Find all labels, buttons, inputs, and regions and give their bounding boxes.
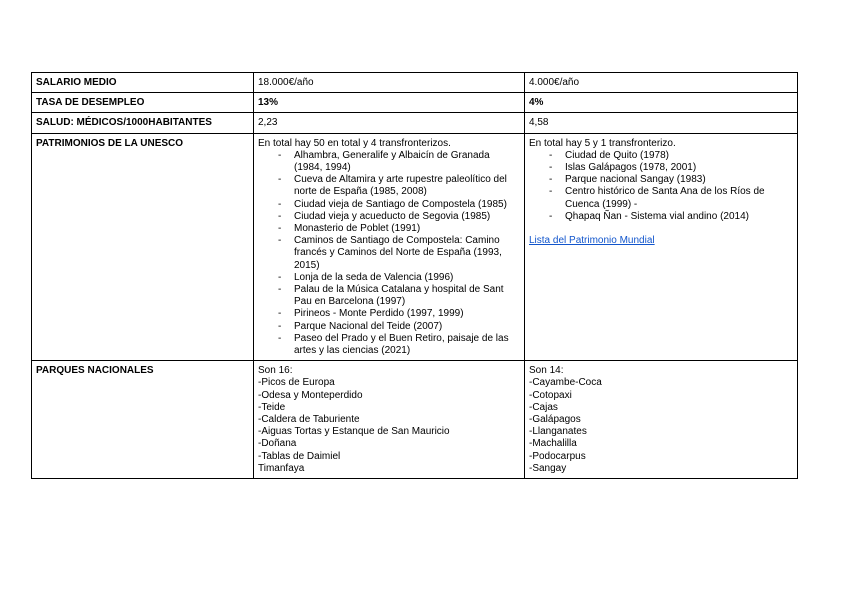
cell-intro: En total hay 50 en total y 4 transfronterizos. <box>258 137 451 149</box>
cell-ecuador <box>525 133 798 361</box>
list-item: -Machalilla <box>529 438 577 450</box>
list-item: - Ciudad de Quito (1978) <box>565 150 793 162</box>
list-item: -Llanganates <box>529 426 587 438</box>
list-item: -Doñana <box>258 438 297 450</box>
list-item: - Islas Galápagos (1978, 2001) <box>565 162 793 174</box>
cell-spain: 18.000€/año <box>254 73 525 93</box>
list-item: -Picos de Europa <box>258 377 335 389</box>
list-item: - Centro histórico de Santa Ana de los Ríos de Cuenca (1999) - <box>565 186 793 210</box>
table-row <box>32 93 798 113</box>
list-item: - Paseo del Prado y el Buen Retiro, paisaje de las artes y las ciencias (2021) <box>294 333 520 357</box>
world-heritage-link[interactable]: Lista del Patrimonio Mundial <box>529 235 655 247</box>
heritage-list-ecuador <box>529 150 793 223</box>
cell-ecuador: 4% <box>525 93 798 113</box>
list-item: - Ciudad vieja de Santiago de Compostela (1985) <box>294 199 520 211</box>
cell-spain: 2,23 <box>254 113 525 133</box>
list-item: - Palau de la Música Catalana y hospital de Sant Pau en Barcelona (1997) <box>294 284 520 308</box>
list-item: -Cotopaxi <box>529 389 572 401</box>
cell-spain <box>254 133 525 361</box>
list-item: - Caminos de Santiago de Compostela: Camino francés y Caminos del Norte de España (1993, 2015) <box>294 235 520 272</box>
row-label: PATRIMONIOS DE LA UNESCO <box>32 133 254 361</box>
list-item: - Qhapaq Ñan - Sistema vial andino (2014) <box>565 211 793 223</box>
row-label: PARQUES NACIONALES <box>32 361 254 479</box>
row-label: SALUD: MÉDICOS/1000HABITANTES <box>32 113 254 133</box>
cell-spain: 13% <box>254 93 525 113</box>
list-item: -Podocarpus <box>529 450 586 462</box>
parks-list-spain <box>258 377 520 475</box>
list-item: Timanfaya <box>258 462 305 474</box>
cell-intro: Son 14: <box>529 365 564 377</box>
list-item: - Cueva de Altamira y arte rupestre paleolítico del norte de España (1985, 2008) <box>294 174 520 198</box>
heritage-list-spain <box>258 150 520 357</box>
cell-spain <box>254 361 525 479</box>
list-item: -Caldera de Taburiente <box>258 414 360 426</box>
list-item: -Galápagos <box>529 414 581 426</box>
list-item: - Lonja de la seda de Valencia (1996) <box>294 272 520 284</box>
list-item: -Cajas <box>529 401 558 413</box>
cell-ecuador <box>525 361 798 479</box>
list-item: -Aiguas Tortas y Estanque de San Mauricio <box>258 426 450 438</box>
comparison-table <box>31 72 798 479</box>
list-item: - Parque nacional Sangay (1983) <box>565 174 793 186</box>
list-item: -Tablas de Daimiel <box>258 450 341 462</box>
cell-ecuador: 4.000€/año <box>525 73 798 93</box>
cell-intro: Son 16: <box>258 365 293 377</box>
list-item: - Pirineos - Monte Perdido (1997, 1999) <box>294 308 520 320</box>
list-item: - Alhambra, Generalife y Albaicín de Granada (1984, 1994) <box>294 150 520 174</box>
list-item: -Teide <box>258 401 286 413</box>
list-item: - Monasterio de Poblet (1991) <box>294 223 520 235</box>
cell-intro: En total hay 5 y 1 transfronterizo. <box>529 137 676 149</box>
cell-ecuador: 4,58 <box>525 113 798 133</box>
list-item: -Cayambe-Coca <box>529 377 602 389</box>
table-row <box>32 361 798 479</box>
parks-list-ecuador <box>529 377 793 475</box>
table-row <box>32 113 798 133</box>
table-row <box>32 73 798 93</box>
list-item: -Sangay <box>529 462 567 474</box>
row-label: SALARIO MEDIO <box>32 73 254 93</box>
row-label: TASA DE DESEMPLEO <box>32 93 254 113</box>
list-item: - Parque Nacional del Teide (2007) <box>294 321 520 333</box>
table-row <box>32 133 798 361</box>
list-item: -Odesa y Monteperdido <box>258 389 363 401</box>
list-item: - Ciudad vieja y acueducto de Segovia (1985) <box>294 211 520 223</box>
